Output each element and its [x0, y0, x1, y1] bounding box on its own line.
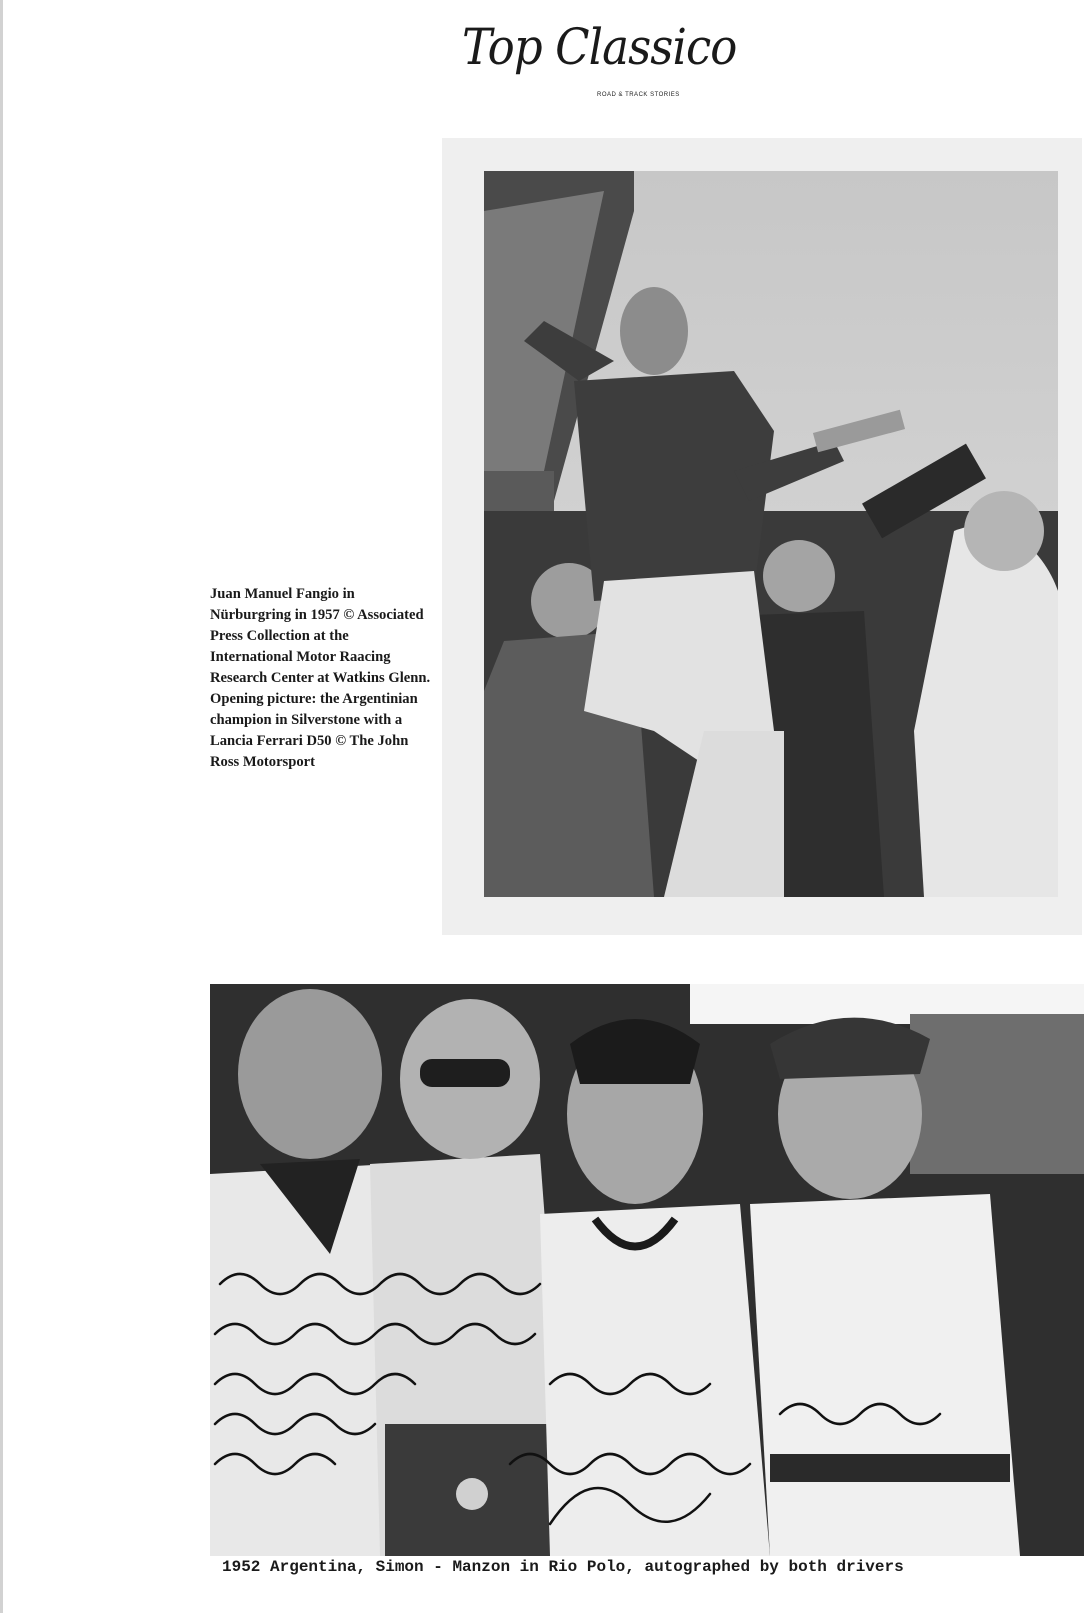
photo-drivers-caption: 1952 Argentina, Simon - Manzon in Rio Polo, autographed by both drivers: [222, 1558, 904, 1576]
top-classico-logo: [462, 18, 737, 108]
photo-fangio-illustration: [484, 171, 1058, 897]
photo-drivers-illustration: [210, 984, 1084, 1556]
logo-tagline: ROAD & TRACK STORIES: [597, 92, 680, 98]
logo-wordmark: Top Classico: [462, 18, 737, 76]
photo-fangio-celebration: [484, 171, 1058, 897]
photo-autographed-drivers: [210, 984, 1084, 1556]
photo-fangio-caption: Juan Manuel Fangio in Nürburgring in 1957 © Associated Press Collection at the International Motor Raacing Research Center at Watkins Glenn. Opening picture: the Argentinian champion in Silverstone with a Lancia Ferrari D50 © The John Ross Motorsport: [210, 586, 431, 770]
page-left-rule: [0, 0, 3, 1613]
